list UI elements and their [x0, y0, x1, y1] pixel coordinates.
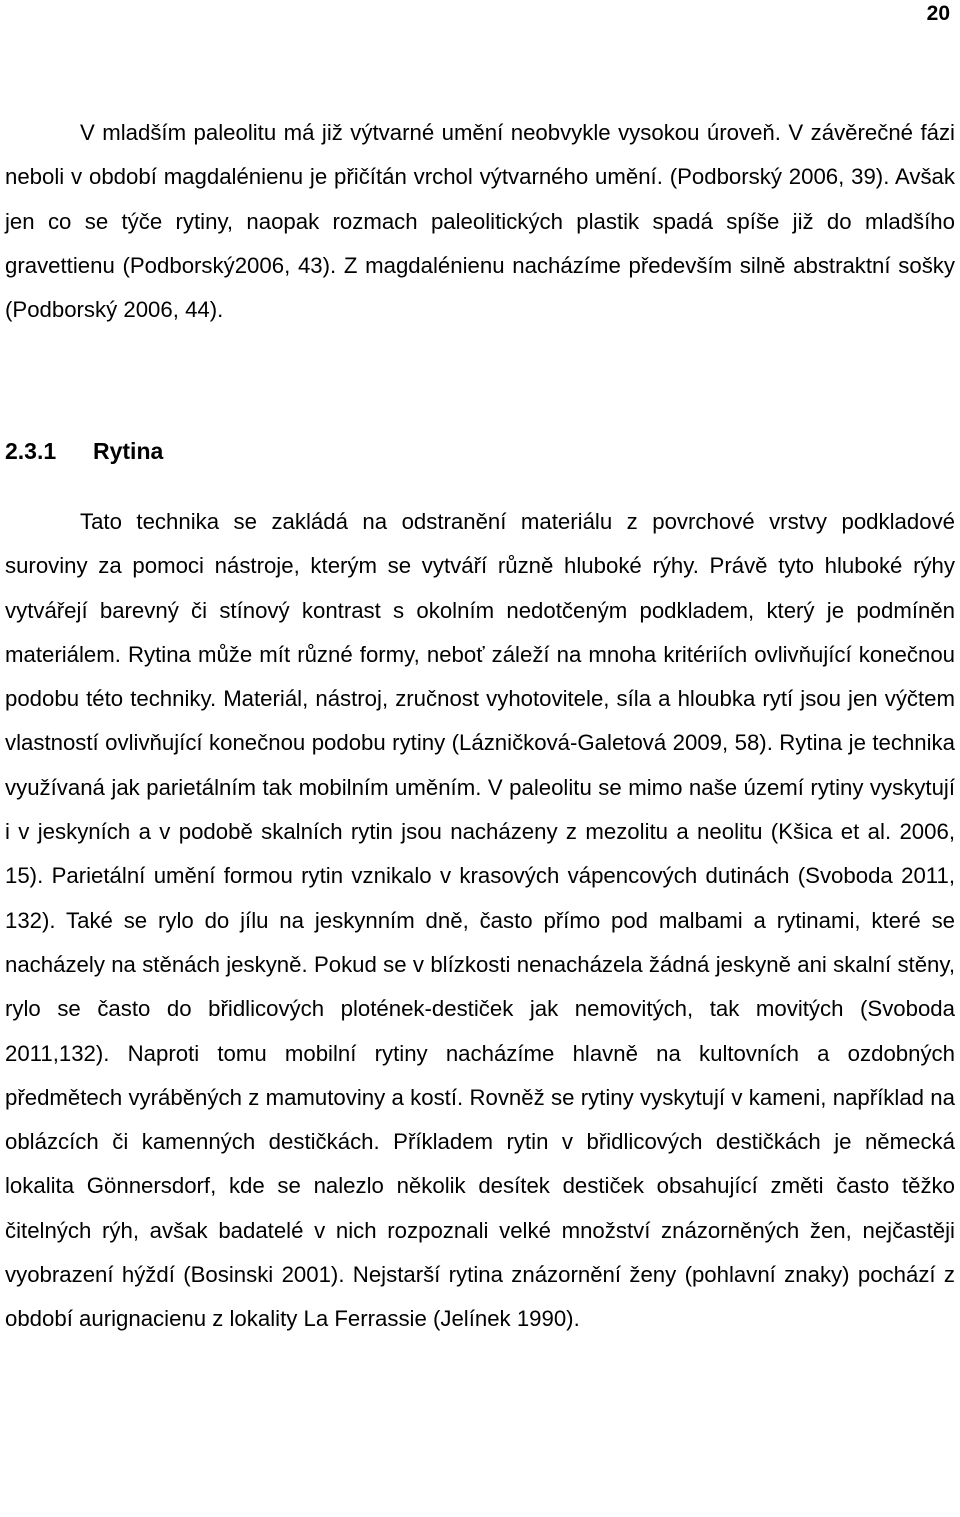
paragraph-intro — [5, 111, 955, 332]
paragraph-rytina-text: Tato technika se zakládá na odstranění materiálu z povrchové vrstvy podkladové suroviny za pomoci nástroje, kterým se vytváří různě hluboké rýhy. Právě tyto hluboké rýhy vytvářejí barevný či stínový kontrast s okolním nedotčeným podkladem, který je podmíněn materiálem. Rytina může mít různé formy, neboť záleží na mnoha kritériích ovlivňující konečnou podobu této techniky. Materiál, nástroj, zručnost vyhotovitele, síla a hloubka rytí jsou jen výčtem vlastností ovlivňující konečnou podobu rytiny (Lázničková-Galetová 2009, 58). Rytina je technika využívaná jak parietálním tak mobilním uměním. V paleolitu se mimo naše území rytiny vyskytují i v jeskyních a v podobě skalních rytin jsou nacházeny z mezolitu a neolitu (Kšica et al. 2006, 15). Parietální umění formou rytin vznikalo v krasových vápencových dutinách (Svoboda 2011, 132). Také se rylo do jílu na jeskynním dně, často přímo pod malbami a rytinami, které se nacházely na stěnách jeskyně. Pokud se v blízkosti nenacházela žádná jeskyně ani skalní stěny, rylo se často do břidlicových plotének-destiček jak nemovitých, tak movitých (Svoboda 2011,132). Naproti tomu mobilní rytiny nacházíme hlavně na kultovních a ozdobných předmětech vyráběných z mamutoviny a kostí. Rovněž se rytiny vyskytují v kameni, například na oblázcích či kamenných destičkách. Příkladem rytin v břidlicových destičkách je německá lokalita Gönnersdorf, kde se nalezlo několik desítek destiček obsahující změti často těžko čitelných rýh, avšak badatelé v nich rozpoznali velké množství znázorněných žen, nejčastěji vyobrazení hýždí (Bosinski 2001). Nejstarší rytina znázornění ženy (pohlavní znaky) pochází z období aurignacienu z lokality La Ferrassie (Jelínek 1990). — [5, 509, 955, 1332]
section-heading — [5, 431, 163, 471]
paragraph-rytina — [5, 500, 955, 1342]
section-number: 2.3.1 — [5, 438, 57, 464]
section-title: Rytina — [93, 438, 164, 464]
paragraph-intro-text: V mladším paleolitu má již výtvarné umění neobvykle vysokou úroveň. V závěrečné fázi neboli v období magdalénienu je přičítán vrchol výtvarného umění. (Podborský 2006, 39). Avšak jen co se týče rytiny, naopak rozmach paleolitických plastik spadá spíše již do mladšího gravettienu (Podborský2006, 43). Z magdalénienu nacházíme především silně abstraktní sošky (Podborský 2006, 44). — [5, 120, 955, 323]
page-number: 20 — [926, 2, 950, 25]
